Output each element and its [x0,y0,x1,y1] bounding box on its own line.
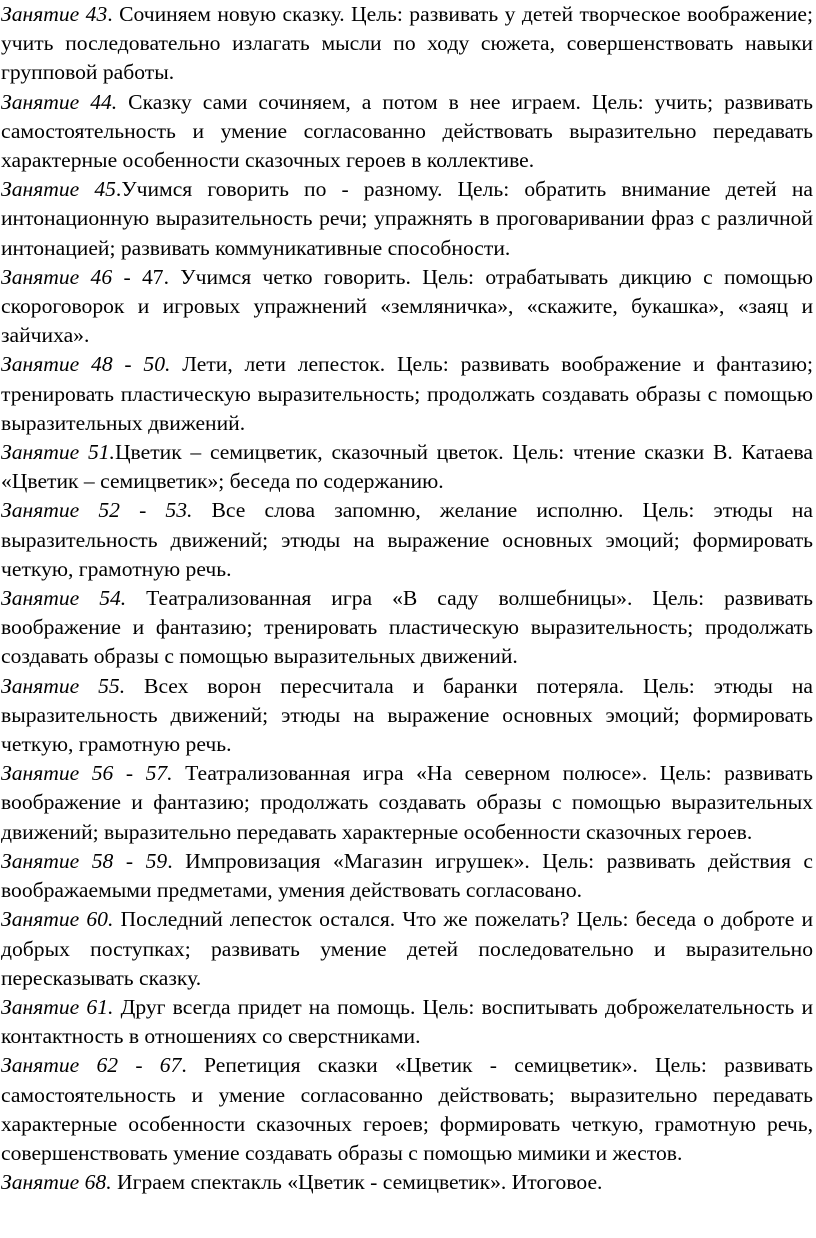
lesson-label: Занятие 52 - 53. [1,498,193,523]
lesson-label: Занятие 62 - 67 [1,1053,182,1078]
lesson-48-50 [1,350,813,438]
lesson-description: Театрализованная игра «На северном полюсе». Цель: развивать воображение и фантазию; продолжать создавать образы с помощью выразительных движений; выразительно передавать характерные особенности сказочных героев. [1,761,813,844]
lesson-label: Занятие 44. [1,89,118,114]
lesson-44 [1,88,813,176]
lesson-label: Занятие 43 [1,2,108,26]
lesson-description: - 47. Учимся четко говорить. Цель: отрабатывать дикцию с помощью скороговорок и игровых упражнений «земляничка», «скажите, букашка», «заяц и зайчиха». [1,264,813,348]
lesson-54 [1,584,813,672]
lesson-label: Занятие 46 [1,264,113,289]
lesson-description: . Репетиция сказки «Цветик - семицветик». Цель: развивать самостоятельность и умение согласованно действовать; выразительно передавать характерные особенности сказочных героев; формировать четкую, грамотную речь, совершенствовать умение создавать образы с помощью мимики и жестов. [1,1053,813,1165]
lesson-61 [1,993,813,1051]
lesson-45 [1,175,813,263]
lesson-label: Занятие 51. [1,440,115,465]
lesson-description: .Учимся говорить по - разному. Цель: обратить внимание детей на интонационную выразительность речи; упражнять в проговаривании фраз с различной интонацией; развивать коммуникативные способности. [1,177,813,260]
lesson-description: Лети, лети лепесток. Цель: развивать воображение и фантазию; тренировать пластическую выразительность; продолжать создавать образы с помощью выразительных движений. [1,352,814,435]
lesson-43 [1,0,813,88]
lesson-55 [1,672,813,760]
lesson-60 [1,905,813,993]
lesson-label: Занятие 58 - 59 [1,848,168,873]
lesson-label: Занятие 45 [1,177,116,202]
lesson-58-59 [1,847,813,905]
lesson-description: Друг всегда придет на помощь. Цель: воспитывать доброжелательность и контактность в отношениях со сверстниками. [1,994,814,1049]
lesson-51 [1,438,813,496]
lesson-description: . Импровизация «Магазин игрушек». Цель: развивать действия с воображаемыми предметами, умения действовать согласовано. [1,848,813,903]
lesson-68 [1,1168,813,1197]
lesson-description: Цветик – семицветик, сказочный цветок. Цель: чтение сказки В. Катаева «Цветик – семицветик»; беседа по содержанию. [1,440,813,494]
lesson-description: Последний лепесток остался. Что же пожелать? Цель: беседа о доброте и добрых поступках; развивать умение детей последовательно и выразительно пересказывать сказку. [1,907,814,990]
lesson-52-53 [1,496,813,584]
lesson-description: Играем спектакль «Цветик - семицветик». Итоговое. [111,1170,603,1195]
lesson-description: Сказку сами сочиняем, а потом в нее играем. Цель: учить; развивать самостоятельность и умение согласованно действовать выразительно передавать характерные особенности сказочных героев в коллективе. [1,89,813,173]
lesson-description: Театрализованная игра «В саду волшебницы». Цель: развивать воображение и фантазию; тренировать пластическую выразительность; продолжать создавать образы с помощью выразительных движений. [1,586,813,669]
lesson-label: Занятие 60. [1,907,114,932]
lesson-label: Занятие 54. [1,586,127,611]
lesson-label: Занятие 56 - 57. [1,761,173,786]
lesson-description: Все слова запомню, желание исполню. Цель: этюды на выразительность движений; этюды на выражение основных эмоций; формировать четкую, грамотную речь. [1,498,813,581]
lesson-description: . Сочиняем новую сказку. Цель: развивать у детей творческое воображение; учить последовательно излагать мысли по ходу сюжета, совершенствовать навыки групповой работы. [1,2,813,85]
lesson-description: Всех ворон пересчитала и баранки потеряла. Цель: этюды на выразительность движений; этюды на выражение основных эмоций; формировать четкую, грамотную речь. [1,673,813,757]
lesson-62-67 [1,1051,813,1168]
lesson-label: Занятие 61. [1,994,114,1019]
lesson-56-57 [1,759,813,847]
lesson-label: Занятие 55. [1,673,126,698]
lesson-46-47 [1,263,813,351]
lesson-label: Занятие 48 - 50. [1,352,171,377]
lesson-label: Занятие 68. [1,1170,112,1195]
